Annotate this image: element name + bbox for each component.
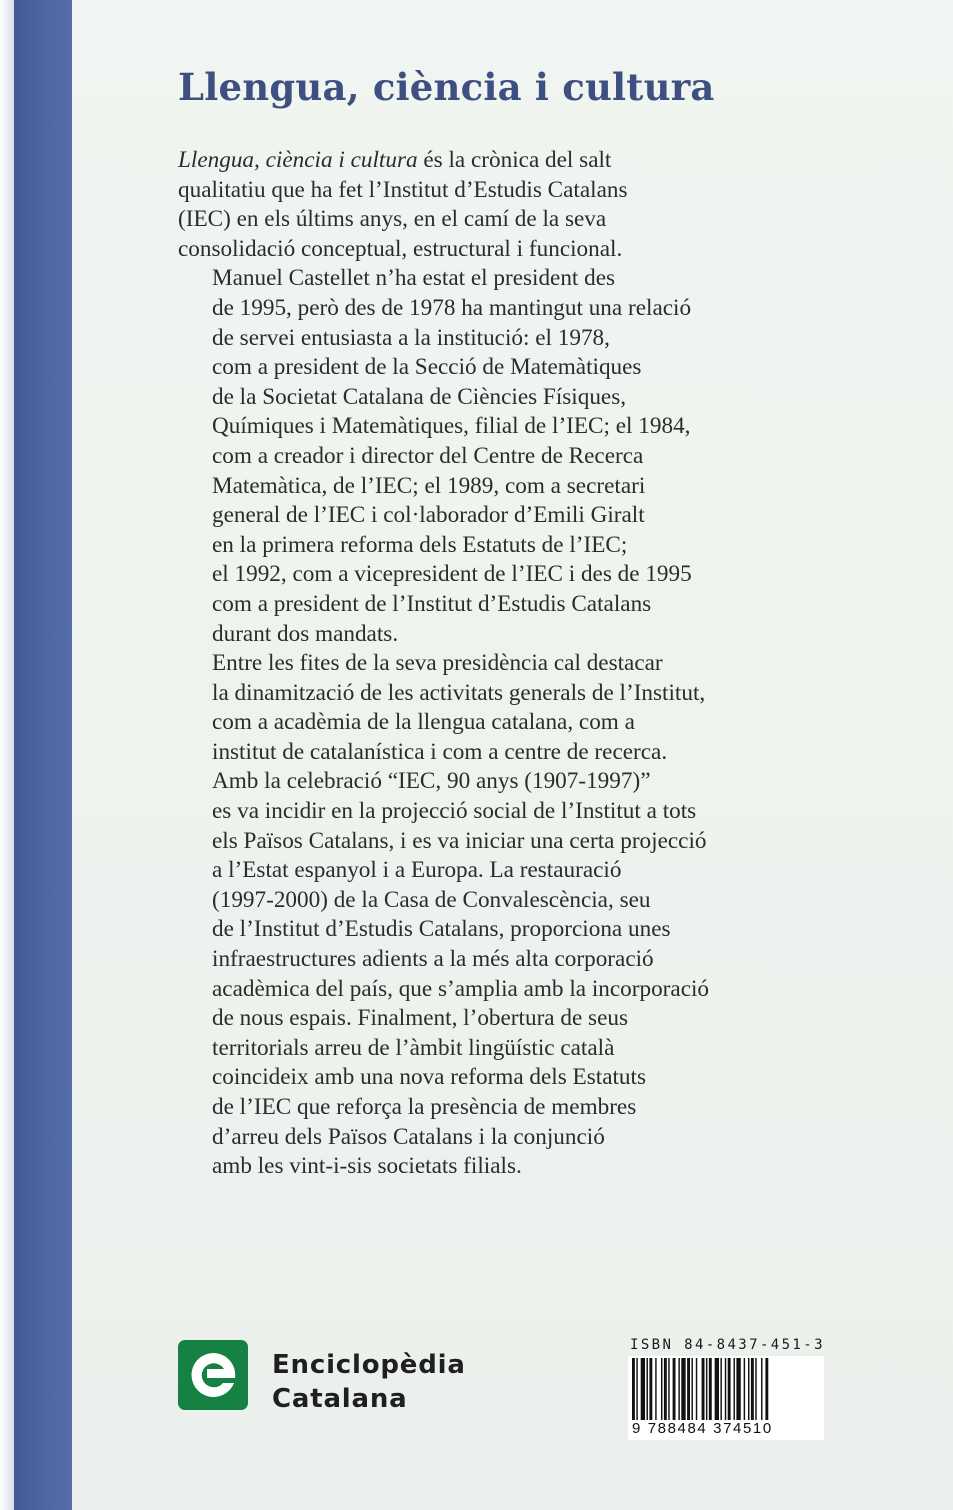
blurb-line: el 1992, com a vicepresident de l’IEC i des de 1995 <box>212 561 692 588</box>
enciclopedia-e-logo-icon <box>178 1340 248 1410</box>
barcode-bar <box>681 1358 685 1420</box>
barcode-bar <box>720 1358 721 1420</box>
blurb-line: Químiques i Matemàtiques, filial de l’IEC; el 1984, <box>212 413 691 440</box>
blurb-line: (1997-2000) de la Casa de Convalescència, seu <box>212 886 651 913</box>
blurb-line: acadèmica del país, que s’amplia amb la incorporació <box>212 975 710 1002</box>
publisher-logo <box>178 1340 248 1410</box>
blurb-text <box>178 146 718 1182</box>
blurb-line-rest: és la crònica del salt <box>417 147 612 173</box>
barcode-bar <box>661 1358 662 1420</box>
blurb-line: com a acadèmia de la llengua catalana, com a <box>212 709 635 736</box>
blurb-paragraph <box>178 146 718 264</box>
blurb-line: de servei entusiasta a la institució: el 1978, <box>212 324 610 351</box>
barcode-bar <box>649 1358 652 1420</box>
blurb-line: com a creador i director del Centre de Recerca <box>212 442 644 469</box>
blurb-line: institut de catalanística i com a centre de recerca. <box>212 738 668 765</box>
barcode-bar <box>673 1358 676 1420</box>
barcode-digits: 9 788484 374510 <box>632 1420 773 1437</box>
blurb-line: com a president de la Secció de Matemàtiques <box>212 354 642 381</box>
barcode-bar <box>668 1358 669 1420</box>
barcode-bar <box>632 1358 635 1420</box>
barcode-bar <box>725 1358 726 1420</box>
barcode-bar <box>691 1358 692 1420</box>
blurb-line <box>178 146 718 176</box>
barcode-bar <box>655 1358 656 1420</box>
spine-edge <box>0 0 14 1510</box>
barcode-bar <box>728 1358 731 1420</box>
blurb-line: Manuel Castellet n’ha estat el president des <box>212 265 616 292</box>
barcode-bar <box>748 1358 749 1420</box>
barcode-bar <box>641 1358 645 1420</box>
blurb-line: territorials arreu de l’àmbit lingüístic català <box>212 1034 615 1061</box>
barcode-bar <box>751 1358 754 1420</box>
blurb-paragraph <box>178 649 718 1182</box>
blurb-paragraph <box>178 264 718 649</box>
book-title: Llengua, ciència i cultura <box>178 65 715 109</box>
barcode-bar <box>736 1358 740 1420</box>
blurb-line: de l’IEC que reforça la presència de membres <box>212 1094 637 1120</box>
publisher-name-line2: Catalana <box>272 1384 408 1414</box>
blurb-line: durant dos mandats. <box>212 620 399 647</box>
blurb-line: els Països Catalans, i es va iniciar una certa projecció <box>212 827 707 854</box>
blurb-line: a l’Estat espanyol i a Europa. La restauració <box>212 857 622 884</box>
publisher-name <box>272 1348 466 1416</box>
barcode-bar <box>715 1358 719 1420</box>
spine-stripe <box>14 0 72 1510</box>
blurb-line: Matemàtica, de l’IEC; el 1989, com a secretari <box>212 472 646 499</box>
barcode-bar <box>647 1358 648 1420</box>
blurb-line: de nous espais. Finalment, l’obertura de seus <box>212 1005 628 1032</box>
barcode-bar <box>706 1358 707 1420</box>
blurb-line: de l’Institut d’Estudis Catalans, proporciona unes <box>212 916 671 943</box>
blurb-line: (IEC) en els últims anys, en el camí de la seva <box>178 206 607 233</box>
blurb-line: la dinamització de les activitats generals de l’Institut, <box>212 679 706 706</box>
blurb-line: infraestructures adients a la més alta corporació <box>212 946 654 973</box>
blurb-line: coincideix amb una nova reforma dels Estatuts <box>212 1064 646 1091</box>
blurb-line: de 1995, però des de 1978 ha mantingut una relació <box>212 294 692 321</box>
barcode-bar <box>761 1358 762 1420</box>
barcode-bar <box>702 1358 705 1420</box>
blurb-line: com a president de l’Institut d’Estudis Catalans <box>212 590 652 617</box>
blurb-line: es va incidir en la projecció social de l’Institut a tots <box>212 798 697 825</box>
barcode-bar <box>678 1358 679 1420</box>
barcode-bar <box>734 1358 735 1420</box>
blurb-line: qualitatiu que ha fet l’Institut d’Estudis Catalans <box>178 176 628 203</box>
blurb-line: Amb la celebració “IEC, 90 anys (1907-1997)” <box>212 768 651 795</box>
barcode-bar <box>696 1358 697 1420</box>
barcode-bar <box>687 1358 690 1420</box>
barcode-bar <box>755 1358 756 1420</box>
blurb-line: Entre les fites de la seva presidència cal destacar <box>212 650 663 677</box>
blurb-line: de la Societat Catalana de Ciències Físiques, <box>212 383 627 410</box>
barcode-bar <box>709 1358 712 1420</box>
publisher-name-line1: Enciclopèdia <box>272 1350 466 1380</box>
blurb-line: d’arreu dels Països Catalans i la conjunció <box>212 1123 605 1150</box>
italic-title-reference: Llengua, ciència i cultura <box>178 147 418 173</box>
blurb-line: amb les vint-i-sis societats filials. <box>212 1153 522 1180</box>
blurb-line: en la primera reforma dels Estatuts de l’IEC; <box>212 531 628 558</box>
blurb-line: consolidació conceptual, estructural i funcional. <box>178 235 623 262</box>
blurb-line: general de l’IEC i col·laborador d’Emili Giralt <box>212 502 645 529</box>
barcode-bar <box>664 1358 667 1420</box>
isbn-text: ISBN 84-8437-451-3 <box>630 1337 825 1353</box>
barcode-bar <box>636 1358 637 1420</box>
barcode-bar <box>744 1358 745 1420</box>
barcode-bar <box>765 1358 768 1420</box>
